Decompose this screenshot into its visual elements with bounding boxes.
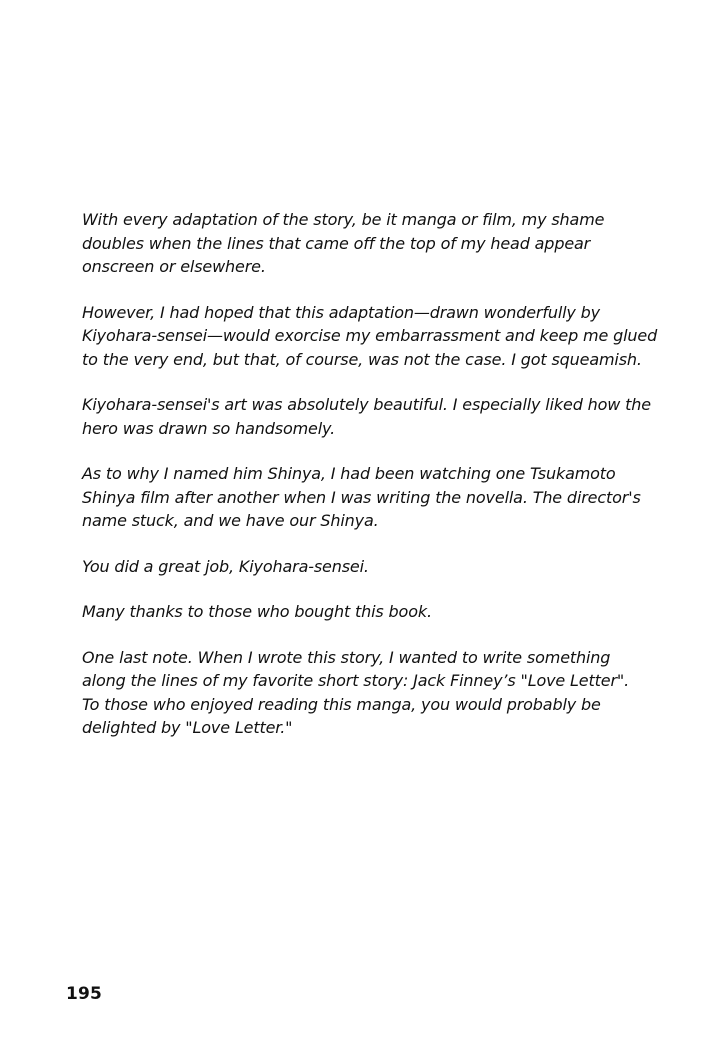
paragraph-last-note: One last note. When I wrote this story, I wanted to write something along the lines of my favorite short story: Jack Finney’s "Love Letter". To those who enjoyed reading this manga, you would probably be delighted by "Love Letter." xyxy=(82,647,630,737)
paragraph-thanks: Many thanks to those who bought this book. xyxy=(82,602,432,621)
paragraph-adaptation-shame: With every adaptation of the story, be it manga or film, my shame doubles when the lines that came off the top of my head appear onscreen or elsewhere. xyxy=(82,210,605,276)
paragraph-art-beautiful: Kiyohara-sensei's art was absolutely beautiful. I especially liked how the hero was drawn so handsomely. xyxy=(82,395,651,438)
paragraph-named-shinya: As to why I named him Shinya, I had been watching one Tsukamoto Shinya film after another when I was writing the novella. The director's name stuck, and we have our Shinya. xyxy=(82,464,641,530)
page-number: 195 xyxy=(66,984,103,1004)
paragraph-hoped-adaptation: However, I had hoped that this adaptation—drawn wonderfully by Kiyohara-sensei—would exorcise my embarrassment and keep me glued to the very end, but that, of course, was not the case. I got squeamish. xyxy=(82,302,658,369)
afterword-text xyxy=(82,208,682,762)
paragraph-great-job: You did a great job, Kiyohara-sensei. xyxy=(82,556,369,576)
